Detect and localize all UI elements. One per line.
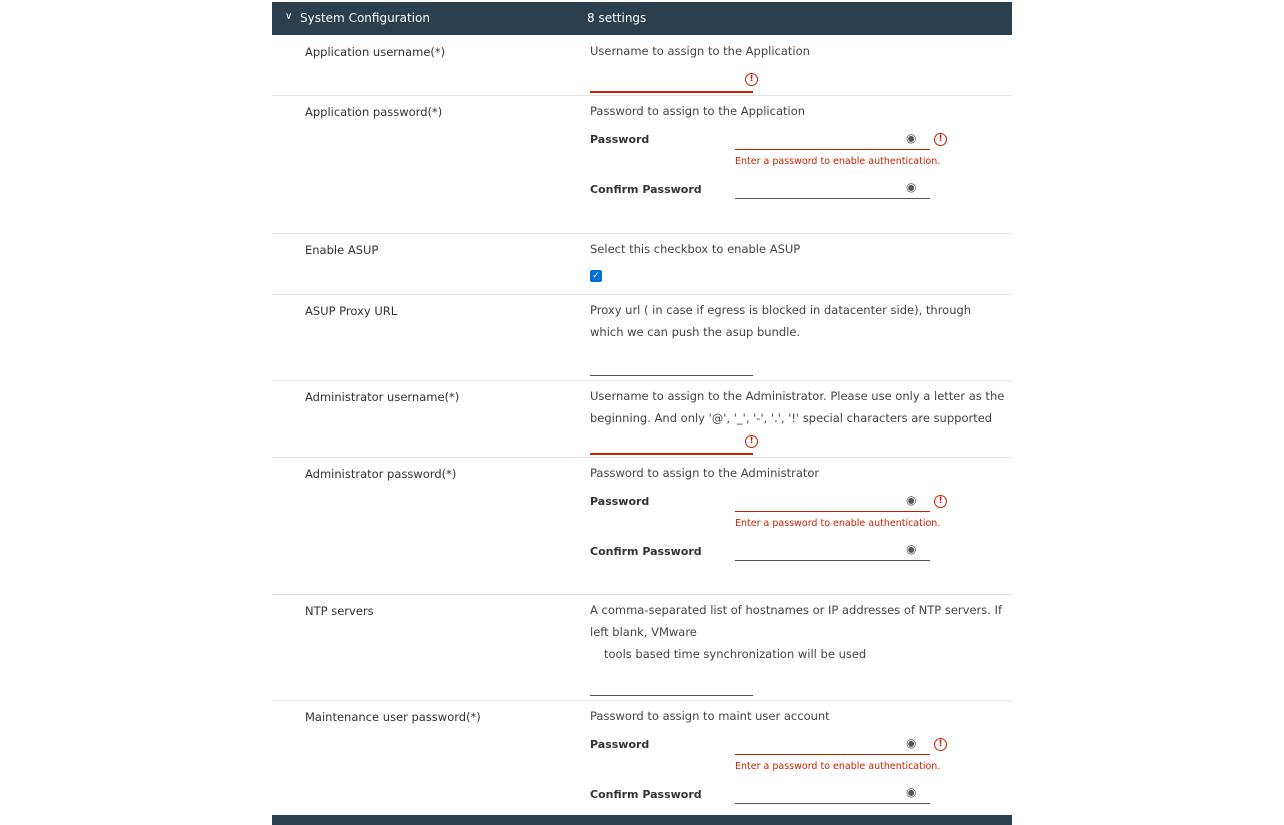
app-password-input[interactable]	[735, 135, 930, 150]
password-label: Password	[590, 738, 650, 751]
chevron-down-icon[interactable]: ∨	[285, 11, 293, 22]
setting-row-app-username	[272, 35, 1012, 96]
password-label: Password	[590, 495, 650, 508]
admin-username-input[interactable]	[590, 452, 753, 455]
eye-icon[interactable]: ◉	[906, 736, 917, 750]
eye-icon[interactable]: ◉	[906, 180, 917, 194]
setting-label: Maintenance user password(*)	[305, 710, 481, 724]
app-username-input[interactable]	[590, 90, 753, 93]
setting-label: Application password(*)	[305, 105, 443, 119]
setting-description: Proxy url ( in case if egress is blocked in datacenter side), through which we can push the asup bundle.	[590, 303, 972, 339]
confirm-password-label: Confirm Password	[590, 545, 702, 558]
setting-label: Administrator username(*)	[305, 390, 460, 404]
password-label: Password	[590, 133, 650, 146]
eye-icon[interactable]: ◉	[906, 785, 917, 799]
setting-row-asup-proxy-url	[272, 294, 1012, 381]
maint-confirm-password-input[interactable]	[735, 789, 930, 804]
system-configuration-section	[272, 2, 1012, 822]
eye-icon[interactable]: ◉	[906, 542, 917, 556]
error-icon: !	[934, 495, 947, 508]
setting-description: Password to assign to the Administrator	[590, 466, 820, 480]
asup-proxy-url-input[interactable]	[590, 374, 753, 376]
setting-row-maint-password	[272, 700, 1012, 815]
setting-label: Administrator password(*)	[305, 467, 457, 481]
ntp-servers-input[interactable]	[590, 694, 753, 696]
error-icon: !	[745, 435, 758, 448]
setting-description: Username to assign to the Application	[590, 44, 810, 58]
setting-row-enable-asup	[272, 233, 1012, 295]
app-confirm-password-input[interactable]	[735, 184, 930, 199]
error-icon: !	[745, 73, 758, 86]
confirm-password-label: Confirm Password	[590, 788, 702, 801]
error-icon: !	[934, 133, 947, 146]
setting-row-ntp-servers	[272, 594, 1012, 701]
section-title: System Configuration	[300, 11, 430, 25]
settings-count: 8 settings	[587, 11, 647, 25]
password-error-message: Enter a password to enable authentication.	[735, 518, 941, 529]
error-icon: !	[934, 738, 947, 751]
section-header[interactable]	[272, 2, 1012, 35]
password-error-message: Enter a password to enable authentication.	[735, 156, 941, 167]
maint-password-input[interactable]	[735, 740, 930, 755]
eye-icon[interactable]: ◉	[906, 493, 917, 507]
confirm-password-label: Confirm Password	[590, 183, 702, 196]
setting-description: Select this checkbox to enable ASUP	[590, 242, 801, 256]
setting-label: NTP servers	[305, 604, 374, 618]
setting-label: Enable ASUP	[305, 243, 379, 257]
setting-row-admin-username	[272, 380, 1012, 458]
setting-label: Application username(*)	[305, 45, 446, 59]
admin-confirm-password-input[interactable]	[735, 546, 930, 561]
enable-asup-checkbox[interactable]: ✓	[590, 270, 602, 282]
admin-password-input[interactable]	[735, 497, 930, 512]
setting-row-admin-password	[272, 457, 1012, 595]
next-section-header[interactable]	[272, 815, 1012, 825]
setting-label: ASUP Proxy URL	[305, 304, 398, 318]
setting-row-app-password	[272, 95, 1012, 234]
setting-description: Password to assign to the Application	[590, 104, 806, 118]
setting-description: Password to assign to maint user account	[590, 709, 830, 723]
setting-description: Username to assign to the Administrator. Please use only a letter as the beginning. And only '@', '_', '-', '.', '!' special characters are supported	[590, 389, 1005, 425]
setting-description-continued: tools based time synchronization will be used	[604, 647, 867, 661]
eye-icon[interactable]: ◉	[906, 131, 917, 145]
setting-description: A comma-separated list of hostnames or IP addresses of NTP servers. If left blank, VMware	[590, 603, 1002, 639]
password-error-message: Enter a password to enable authentication.	[735, 761, 941, 772]
